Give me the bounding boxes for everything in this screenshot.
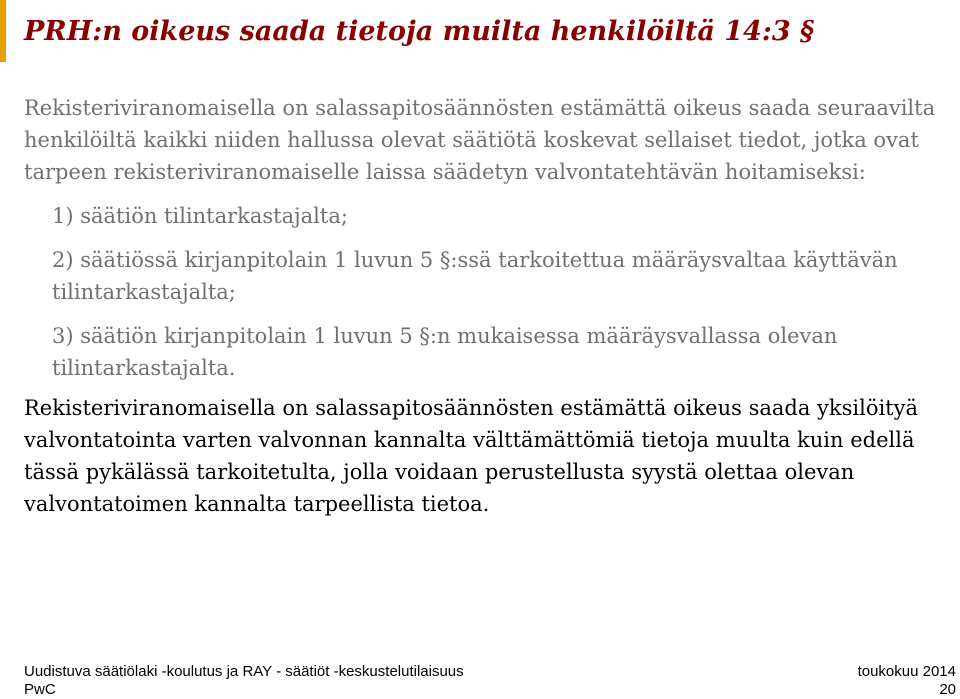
slide-content <box>24 92 954 520</box>
final-paragraph: Rekisteriviranomaisella on salassapitosäännösten estämättä oikeus saada yksilöityä valvontatointa varten valvonnan kannalta välttämättömiä tietoja muulta kuin edellä tässä pykälässä tarkoitetulta, jolla voidaan perustellusta syystä olettaa olevan valvontatoimen kannalta tarpeellista tietoa. <box>24 396 919 516</box>
slide-title: PRH:n oikeus saada tietoja muilta henkilöiltä 14:3 § <box>24 16 815 47</box>
title-accent-bar <box>0 0 6 62</box>
footer-event: Uudistuva säätiölaki -koulutus ja RAY - säätiöt -keskustelutilaisuus <box>24 663 464 680</box>
page-number: 20 <box>939 681 956 698</box>
intro-paragraph: Rekisteriviranomaisella on salassapitosäännösten estämättä oikeus saada seuraavilta henkilöiltä kaikki niiden hallussa olevat säätiötä koskevat sellaiset tiedot, jotka ovat tarpeen rekisteriviranomaiselle laissa säädetyn valvontatehtävän hoitamiseksi: <box>24 96 936 184</box>
footer-company: PwC <box>24 681 56 698</box>
recipient-list <box>24 200 954 384</box>
list-item: 3) säätiön kirjanpitolain 1 luvun 5 §:n mukaisessa määräysvallassa olevan tilintarkastajalta. <box>52 324 838 380</box>
list-item: 1) säätiön tilintarkastajalta; <box>52 204 348 228</box>
footer-date: toukokuu 2014 <box>857 663 956 680</box>
list-item: 2) säätiössä kirjanpitolain 1 luvun 5 §:ssä tarkoitettua määräysvaltaa käyttävän tilintarkastajalta; <box>52 248 898 304</box>
